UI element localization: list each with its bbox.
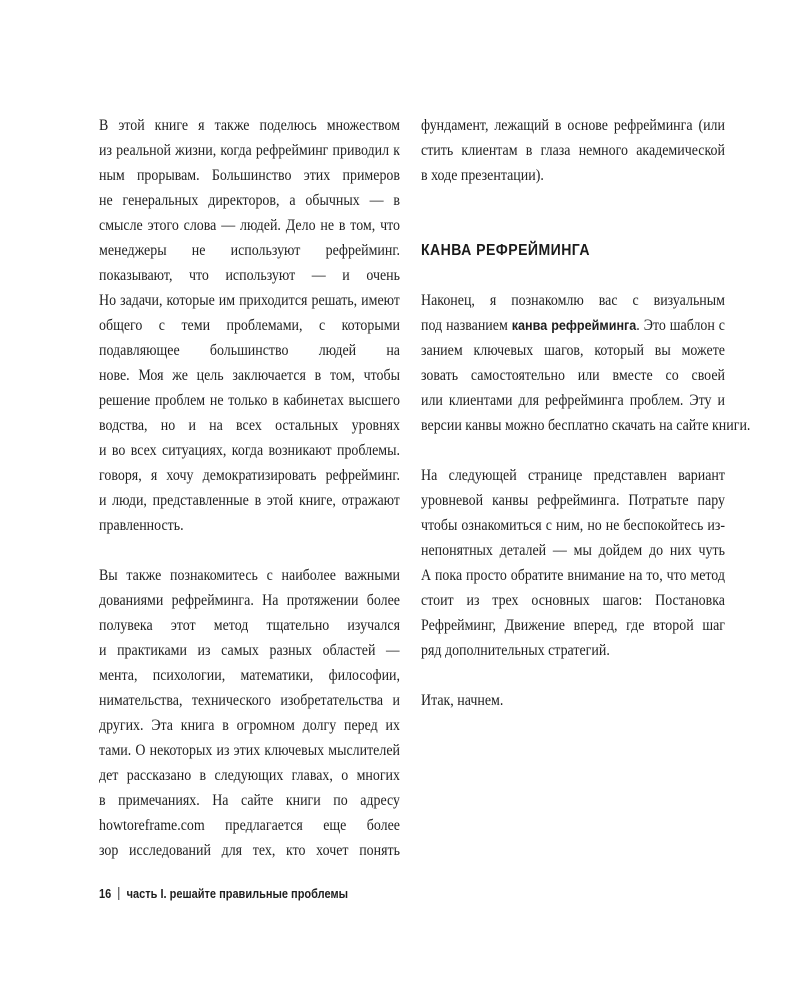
text-line: не генеральных директоров, а обычных — в [99,192,400,209]
text-line: показывают, что используют — и очень [99,267,400,284]
text-line: ным прорывам. Большинство этих примеров [99,167,400,184]
text-line: уровневой канвы рефрейминга. Потратьте пару [421,492,725,509]
text-fragment: под названием [421,317,512,334]
text-line: дованиями рефрейминга. На протяжении более [99,592,400,609]
paragraph-gap [421,663,725,688]
heading-gap [421,263,725,288]
text-line: менеджеры не используют рефрейминг. [99,242,400,259]
paragraph-next-page [421,463,725,663]
section-heading: КАНВА РЕФРЕЙМИНГА [421,242,590,259]
text-line: общего с теми проблемами, с которыми [99,317,400,334]
text-line: или клиентами для рефрейминга проблем. Эту и [421,392,725,409]
text-line: говоря, я хочу демократизировать рефрейминг. [99,467,400,484]
text-line: версии канвы можно бесплатно скачать на сайте книги. [421,417,751,434]
text-line: других. Эта книга в огромном долгу перед их [99,717,400,734]
paragraph-research [99,563,400,863]
text-fragment: . Это шаблон с [636,317,725,334]
text-line: зовать самостоятельно или вместе со своей [421,367,725,384]
text-line: Но задачи, которые им приходится решать, имеют [99,292,400,309]
paragraph-lets-begin [421,688,725,713]
text-line: тами. О некоторых из этих ключевых мыслителей [99,742,400,759]
section-gap [421,213,725,238]
text-line: В этой книге я также поделюсь множеством [99,117,400,134]
text-line: Итак, начнем. [421,692,504,709]
text-line: Вы также познакомитесь с наиболее важными [99,567,400,584]
text-line: в ходе презентации). [421,167,544,184]
paragraph-continuation [421,113,725,188]
right-column [421,113,751,713]
text-line: непонятных деталей — мы дойдем до них чуть [421,542,725,559]
text-line: решение проблем не только в кабинетах высшего [99,392,400,409]
text-line: правленность. [99,517,184,534]
text-line [421,313,725,338]
text-line: стить клиентам в глаза немного академической [421,142,725,159]
text-line: howtoreframe.com предлагается еще более [99,817,400,834]
left-column [99,113,400,863]
text-line: и люди, представленные в этой книге, отражают [99,492,400,509]
footer-divider [118,887,119,900]
text-line: полувека этот метод тщательно изучался [99,617,400,634]
text-line: и во всех ситуациях, когда возникают проблемы. [99,442,400,459]
text-line: занием ключевых шагов, который вы можете [421,342,725,359]
text-line: смысле этого слова — людей. Дело не в том, что [99,217,400,234]
text-line: нове. Моя же цель заключается в том, чтобы [99,367,400,384]
text-line: чтобы ознакомиться с ним, но не беспокойтесь из- [421,517,725,534]
text-line: Рефрейминг, Движение вперед, где второй шаг [421,617,725,634]
text-line: водства, но и на всех остальных уровнях [99,417,400,434]
section-gap [421,188,725,213]
text-line: А пока просто обратите внимание на то, что метод [421,567,725,584]
text-line: и практиками из самых разных областей — [99,642,400,659]
paragraph-canvas-intro [421,288,751,438]
page-number: 16 [99,887,112,901]
text-line: стоит из трех основных шагов: Постановка [421,592,725,609]
running-title: часть I. решайте правильные проблемы [126,887,348,901]
text-line: Наконец, я познакомлю вас с визуальным [421,292,725,309]
text-line: На следующей странице представлен вариант [421,467,725,484]
text-line: подавляющее большинство людей на [99,342,400,359]
bold-term: канва рефрейминга [511,317,637,333]
page-footer [99,884,348,904]
text-line: ряд дополнительных стратегий. [421,642,610,659]
text-line: мента, психологии, математики, философии, [99,667,400,684]
paragraph-gap [421,438,725,463]
text-line: дет рассказано в следующих главах, о многих [99,767,400,784]
text-line: нимательства, технического изобретательства и [99,692,400,709]
text-line: в примечаниях. На сайте книги по адресу [99,792,400,809]
paragraph-gap [99,538,400,563]
text-line: из реальной жизни, когда рефрейминг приводил к [99,142,400,159]
paragraph-intro-examples [99,113,400,538]
text-line: фундамент, лежащий в основе рефрейминга (или [421,117,725,134]
text-line: зор исследований для тех, кто хочет понять [99,842,400,859]
